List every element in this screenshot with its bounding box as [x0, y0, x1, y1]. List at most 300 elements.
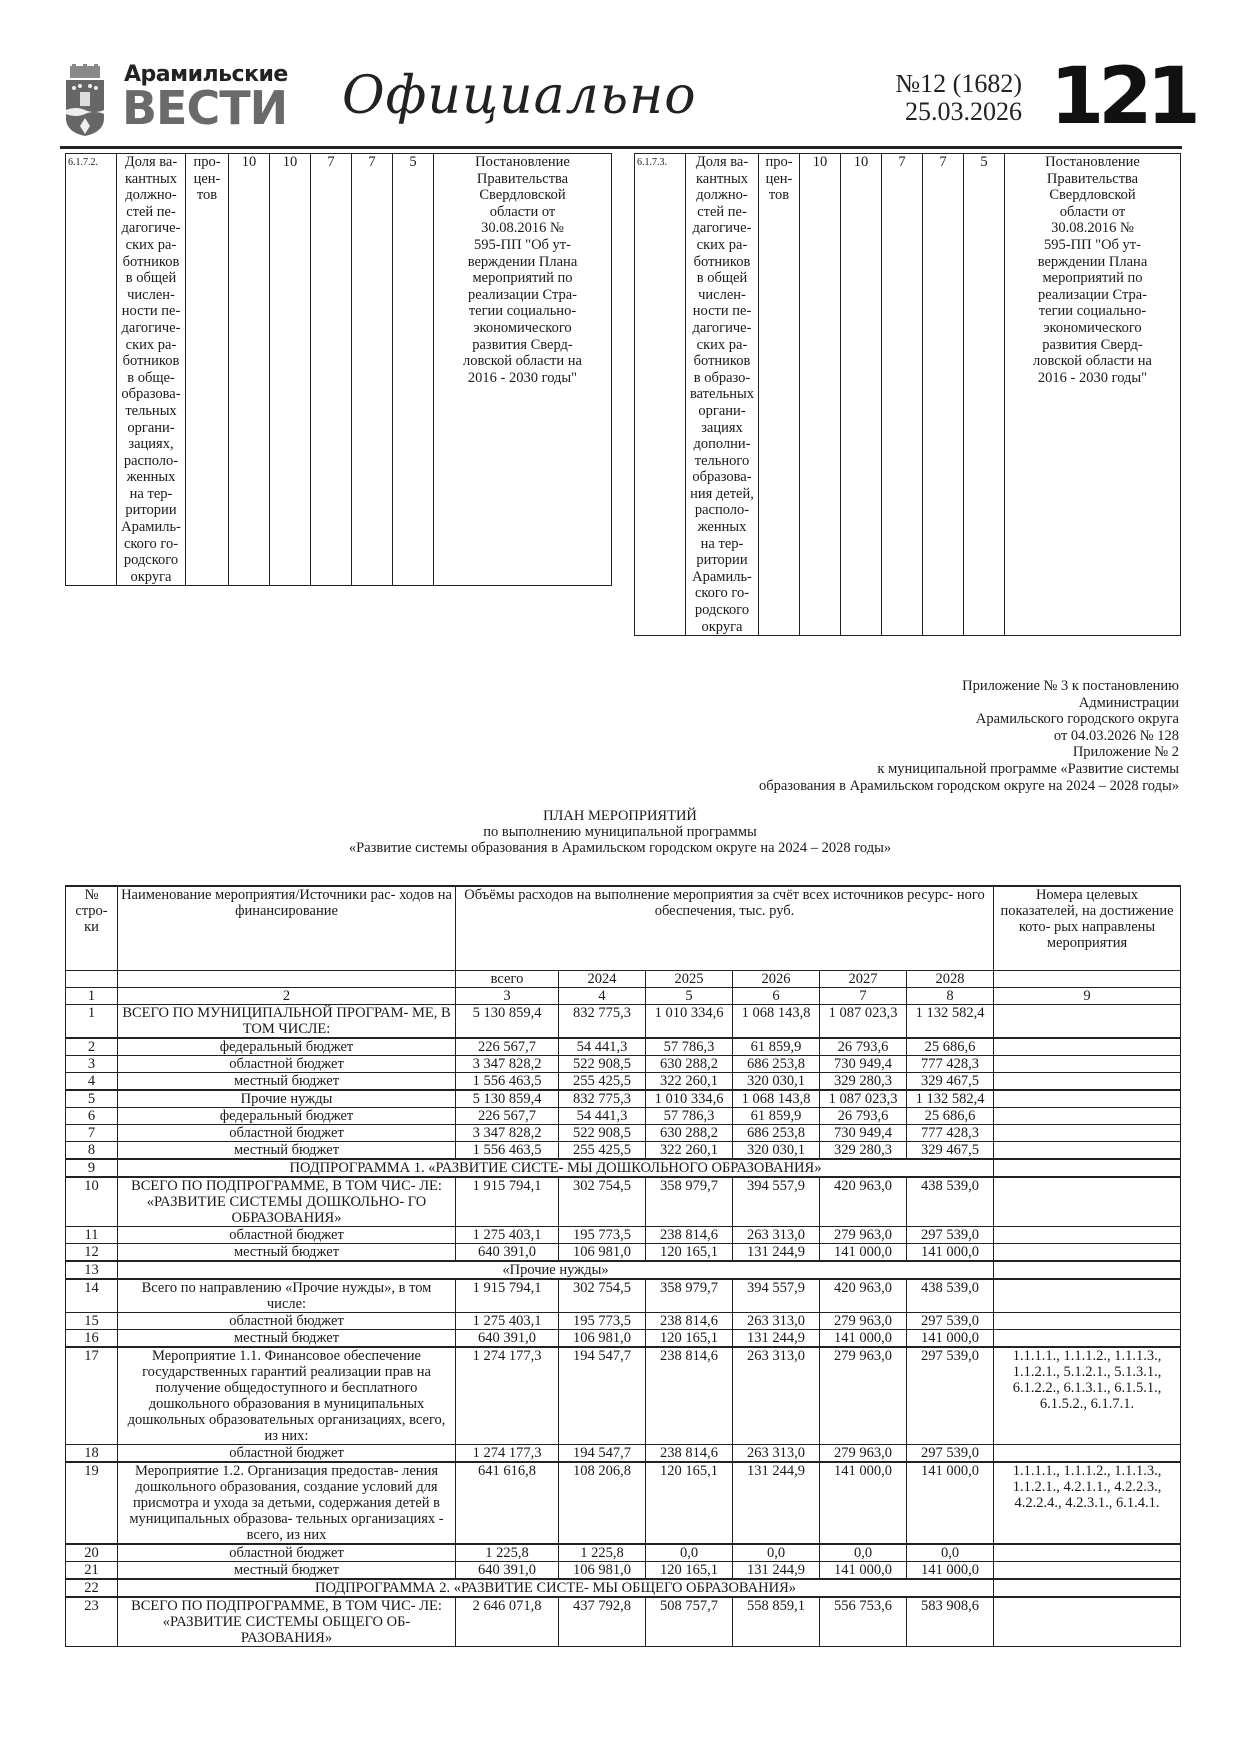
text-line: родского: [694, 602, 750, 619]
subheader-year: 2028: [907, 970, 994, 987]
indicator-table-6172: [65, 153, 612, 586]
row-name: Мероприятие 1.2. Организация предостав- ления дошкольного образования, создание условий для присмотра и ухода за детьми, содержания детей в муниципальных образова- тельных организациях - всего, из них: [118, 1462, 456, 1544]
text-line: реализации Стра-: [468, 286, 577, 303]
target-indicators: [994, 1279, 1181, 1313]
value-year: 320 030,1: [733, 1072, 820, 1090]
value-year: 777 428,3: [907, 1055, 994, 1072]
value-total: 1 274 177,3: [456, 1444, 559, 1462]
row-name: ВСЕГО ПО МУНИЦИПАЛЬНОЙ ПРОГРАМ- МЕ, В ТОМ ЧИСЛЕ:: [118, 1004, 456, 1038]
text-line: образова-: [121, 386, 181, 403]
target-indicators: [994, 1055, 1181, 1072]
text-line: Правительства: [476, 170, 569, 187]
row-number: 6: [66, 1107, 118, 1124]
target-indicators: [994, 1329, 1181, 1347]
value-year: 297 539,0: [907, 1347, 994, 1445]
text-line: про-: [193, 154, 221, 170]
row-name: федеральный бюджет: [118, 1107, 456, 1124]
table-row: [66, 1279, 1181, 1313]
row-name: Всего по направлению «Прочие нужды», в том числе:: [118, 1279, 456, 1313]
col-number: 8: [907, 987, 994, 1004]
value-total: 641 616,8: [456, 1462, 559, 1544]
row-number: 18: [66, 1444, 118, 1462]
text-line: ботников: [122, 353, 180, 370]
row-number: 2: [66, 1038, 118, 1056]
header-targets: Номера целевых показателей, на достижение кото- рых направлены мероприятия: [994, 886, 1181, 970]
value-total: 640 391,0: [456, 1329, 559, 1347]
value-year: 329 280,3: [820, 1072, 907, 1090]
row-name: ВСЕГО ПО ПОДПРОГРАММЕ, В ТОМ ЧИС- ЛЕ: «РАЗВИТИЕ СИСТЕМЫ ДОШКОЛЬНО- ГО ОБРАЗОВАНИЯ»: [118, 1177, 456, 1227]
plan-title-subtitle: по выполнению муниципальной программы: [483, 824, 757, 840]
row-number: 10: [66, 1177, 118, 1227]
value-year: 686 253,8: [733, 1124, 820, 1141]
plan-title-program: «Развитие системы образования в Арамильском городском округе на 2024 – 2028 годы»: [348, 840, 892, 856]
value-year: 322 260,1: [646, 1072, 733, 1090]
text-line: ских ра-: [125, 236, 177, 253]
value-year: 120 165,1: [646, 1561, 733, 1579]
indicator-value: 7: [882, 154, 923, 636]
text-line: кантных: [124, 170, 178, 187]
table-row: [66, 1544, 1181, 1562]
table-row: [66, 154, 612, 586]
value-year: 437 792,8: [559, 1597, 646, 1647]
row-number: 23: [66, 1597, 118, 1647]
text-line: тельных: [125, 402, 177, 419]
indicator-value: 10: [229, 154, 270, 586]
text-line: органи-: [698, 402, 746, 419]
value-year: 263 313,0: [733, 1312, 820, 1329]
text-line: в общей: [125, 270, 177, 287]
row-name: областной бюджет: [118, 1444, 456, 1462]
text-line: верждении Плана: [467, 253, 578, 270]
indicator-value: 10: [800, 154, 841, 636]
table-row: [66, 1177, 1181, 1227]
value-total: 640 391,0: [456, 1243, 559, 1261]
col-number: 1: [66, 987, 118, 1004]
value-total: 5 130 859,4: [456, 1004, 559, 1038]
row-name: областной бюджет: [118, 1055, 456, 1072]
text-line: дагогиче-: [692, 220, 752, 237]
text-line: Постановление: [1045, 154, 1140, 170]
value-year: 106 981,0: [559, 1561, 646, 1579]
target-indicators: [994, 1072, 1181, 1090]
text-line: Приложение № 2: [1072, 744, 1179, 761]
header-name: Наименование мероприятия/Источники рас- ходов на финансирование: [118, 886, 456, 970]
text-line: области от: [489, 203, 556, 220]
text-line: 2016 - 2030 годы": [1037, 369, 1148, 386]
text-line: ботников: [693, 353, 751, 370]
value-total: 226 567,7: [456, 1038, 559, 1056]
value-year: 438 539,0: [907, 1177, 994, 1227]
value-year: 358 979,7: [646, 1279, 733, 1313]
value-year: 131 244,9: [733, 1243, 820, 1261]
value-year: 141 000,0: [820, 1561, 907, 1579]
text-line: располо-: [123, 452, 179, 469]
text-line: 595-ПП "Об ут-: [474, 236, 571, 253]
text-line: верждении Плана: [1037, 253, 1148, 270]
col-number: 2: [118, 987, 456, 1004]
table-row: [66, 1444, 1181, 1462]
value-year: 302 754,5: [559, 1177, 646, 1227]
plan-title: [280, 808, 960, 856]
value-year: 522 908,5: [559, 1055, 646, 1072]
value-year: 420 963,0: [820, 1279, 907, 1313]
indicator-value: 5: [964, 154, 1005, 636]
indicator-table-6173: [634, 153, 1181, 636]
value-year: 279 963,0: [820, 1444, 907, 1462]
value-year: 195 773,5: [559, 1312, 646, 1329]
value-total: 5 130 859,4: [456, 1090, 559, 1108]
table-row: [66, 1004, 1181, 1038]
text-line: дагогиче-: [121, 220, 181, 237]
value-year: 558 859,1: [733, 1597, 820, 1647]
header-volumes: Объёмы расходов на выполнение мероприятия за счёт всех источников ресурс- ного обеспечения, тыс. руб.: [456, 886, 994, 970]
section-title: «Прочие нужды»: [118, 1261, 994, 1279]
indicator-code: 6.1.7.3.: [635, 154, 686, 636]
value-year: 0,0: [820, 1544, 907, 1562]
row-number: 9: [66, 1159, 118, 1177]
appendix-reference: [759, 678, 1179, 794]
value-year: 238 814,6: [646, 1226, 733, 1243]
text-line: числен-: [698, 286, 746, 303]
value-year: 279 963,0: [820, 1347, 907, 1445]
value-year: 141 000,0: [820, 1243, 907, 1261]
value-year: 263 313,0: [733, 1226, 820, 1243]
value-year: 131 244,9: [733, 1329, 820, 1347]
table-row: [66, 1141, 1181, 1159]
text-line: Арамильского городского округа: [975, 711, 1179, 728]
value-year: 1 087 023,3: [820, 1004, 907, 1038]
target-indicators: [994, 1107, 1181, 1124]
text-line: Свердловской: [1049, 187, 1136, 204]
value-year: 1 132 582,4: [907, 1004, 994, 1038]
text-line: тов: [768, 187, 790, 204]
issue-number: №12 (1682): [895, 69, 1022, 98]
text-line: 595-ПП "Об ут-: [1044, 236, 1141, 253]
value-year: 1 068 143,8: [733, 1090, 820, 1108]
value-total: 1 275 403,1: [456, 1312, 559, 1329]
row-name: Мероприятие 1.1. Финансовое обеспечение государственных гарантий реализации прав на получение общедоступного и бесплатного дошкольного образования в муниципальных дошкольных образовательных организациях, всего, из них:: [118, 1347, 456, 1445]
text-line: должно-: [125, 187, 177, 204]
text-line: ских ра-: [125, 336, 177, 353]
section-title: ПОДПРОГРАММА 1. «РАЗВИТИЕ СИСТЕ- МЫ ДОШКОЛЬНОГО ОБРАЗОВАНИЯ»: [118, 1159, 994, 1177]
coat-of-arms-icon: [64, 64, 106, 136]
table-row: [66, 1462, 1181, 1544]
text-line: Приложение № 3 к постановлению: [962, 678, 1179, 694]
text-line: стей пе-: [126, 203, 176, 220]
value-year: 322 260,1: [646, 1141, 733, 1159]
text-line: цен-: [193, 170, 221, 187]
row-number: 12: [66, 1243, 118, 1261]
value-year: 141 000,0: [820, 1329, 907, 1347]
text-line: женных: [126, 469, 176, 486]
col-number: 6: [733, 987, 820, 1004]
target-indicators: [994, 1226, 1181, 1243]
value-year: 141 000,0: [907, 1329, 994, 1347]
text-line: родского: [123, 552, 179, 569]
value-year: 630 288,2: [646, 1055, 733, 1072]
text-line: реализации Стра-: [1038, 286, 1147, 303]
text-line: ритории: [696, 552, 748, 569]
target-indicators: [994, 1004, 1181, 1038]
value-year: 522 908,5: [559, 1124, 646, 1141]
text-line: развития Сверд-: [1042, 336, 1143, 353]
value-year: 141 000,0: [907, 1561, 994, 1579]
table-row: [66, 1561, 1181, 1579]
value-year: 394 557,9: [733, 1177, 820, 1227]
row-name: местный бюджет: [118, 1141, 456, 1159]
target-indicators: [994, 1544, 1181, 1562]
page-number: 121: [1050, 52, 1195, 142]
row-name: Прочие нужды: [118, 1090, 456, 1108]
value-total: 3 347 828,2: [456, 1124, 559, 1141]
value-total: 640 391,0: [456, 1561, 559, 1579]
value-year: 255 425,5: [559, 1141, 646, 1159]
value-year: 329 467,5: [907, 1141, 994, 1159]
row-number: 11: [66, 1226, 118, 1243]
value-year: 25 686,6: [907, 1107, 994, 1124]
text-line: тов: [196, 187, 218, 204]
subheader-total: всего: [456, 970, 559, 987]
indicator-value: 7: [352, 154, 393, 586]
table-header-row: [66, 886, 1181, 970]
value-year: 54 441,3: [559, 1038, 646, 1056]
text-line: в образо-: [693, 369, 751, 386]
text-line: на тер-: [129, 485, 173, 502]
text-line: на тер-: [700, 535, 744, 552]
text-line: дагогиче-: [121, 319, 181, 336]
row-number: 19: [66, 1462, 118, 1544]
subheader-year: 2024: [559, 970, 646, 987]
text-line: кантных: [695, 170, 749, 187]
table-row: [66, 1072, 1181, 1090]
subheader-year: 2027: [820, 970, 907, 987]
row-number: 1: [66, 1004, 118, 1038]
value-year: 302 754,5: [559, 1279, 646, 1313]
target-indicators: 1.1.1.1., 1.1.1.2., 1.1.1.3., 1.1.2.1., 4.2.1.1., 4.2.2.3., 4.2.2.4., 4.2.3.1., 6.1.4.1.: [994, 1462, 1181, 1544]
row-name: местный бюджет: [118, 1329, 456, 1347]
value-year: 26 793,6: [820, 1107, 907, 1124]
row-number: 16: [66, 1329, 118, 1347]
indicator-value: 7: [923, 154, 964, 636]
value-total: 1 556 463,5: [456, 1141, 559, 1159]
value-year: 297 539,0: [907, 1312, 994, 1329]
col-number: 9: [994, 987, 1181, 1004]
row-number: 22: [66, 1579, 118, 1597]
section-title: Официально: [342, 66, 697, 126]
value-year: 0,0: [907, 1544, 994, 1562]
value-total: 1 556 463,5: [456, 1072, 559, 1090]
value-year: 297 539,0: [907, 1444, 994, 1462]
text-line: ритории: [125, 502, 177, 519]
text-line: ния детей,: [690, 485, 754, 502]
col-number: 7: [820, 987, 907, 1004]
row-number: 21: [66, 1561, 118, 1579]
target-indicators: [994, 1159, 1181, 1177]
table-row: [66, 1597, 1181, 1647]
value-year: 420 963,0: [820, 1177, 907, 1227]
value-year: 57 786,3: [646, 1038, 733, 1056]
text-line: располо-: [694, 502, 750, 519]
value-year: 238 814,6: [646, 1347, 733, 1445]
value-year: 131 244,9: [733, 1462, 820, 1544]
text-line: экономического: [473, 319, 572, 336]
value-year: 61 859,9: [733, 1107, 820, 1124]
table-row: [66, 1226, 1181, 1243]
text-line: ского го-: [123, 535, 179, 552]
text-line: Администрации: [1078, 694, 1179, 711]
text-line: ботников: [693, 253, 751, 270]
text-line: к муниципальной программе «Развитие системы: [877, 760, 1179, 777]
text-line: экономического: [1043, 319, 1142, 336]
text-line: дагогиче-: [692, 319, 752, 336]
value-year: 832 775,3: [559, 1090, 646, 1108]
text-line: мероприятий по: [1042, 270, 1143, 287]
text-line: зациях: [701, 419, 743, 436]
target-indicators: [994, 1444, 1181, 1462]
indicator-unit: [759, 154, 800, 636]
value-year: 329 467,5: [907, 1072, 994, 1090]
value-year: 279 963,0: [820, 1312, 907, 1329]
text-line: ности пе-: [692, 303, 752, 320]
section-row: [66, 1159, 1181, 1177]
value-year: 0,0: [733, 1544, 820, 1562]
value-year: 54 441,3: [559, 1107, 646, 1124]
target-indicators: [994, 1597, 1181, 1647]
value-year: 255 425,5: [559, 1072, 646, 1090]
value-year: 1 087 023,3: [820, 1090, 907, 1108]
text-line: ских ра-: [696, 336, 748, 353]
target-indicators: [994, 1141, 1181, 1159]
text-line: образова-: [692, 469, 752, 486]
text-line: ности пе-: [121, 303, 181, 320]
row-name: областной бюджет: [118, 1312, 456, 1329]
value-year: 141 000,0: [907, 1462, 994, 1544]
value-year: 141 000,0: [820, 1462, 907, 1544]
text-line: Арамиль-: [121, 519, 181, 536]
value-year: 1 010 334,6: [646, 1004, 733, 1038]
value-year: 394 557,9: [733, 1279, 820, 1313]
value-total: 3 347 828,2: [456, 1055, 559, 1072]
value-year: 194 547,7: [559, 1444, 646, 1462]
plan-table: [65, 885, 1181, 1647]
text-line: 2016 - 2030 годы": [467, 369, 578, 386]
value-year: 263 313,0: [733, 1444, 820, 1462]
table-row: [635, 154, 1181, 636]
text-line: тельного: [694, 452, 750, 469]
value-year: 120 165,1: [646, 1329, 733, 1347]
text-line: женных: [697, 519, 747, 536]
row-number: 15: [66, 1312, 118, 1329]
row-number: 4: [66, 1072, 118, 1090]
text-line: дополни-: [693, 436, 751, 453]
target-indicators: [994, 1090, 1181, 1108]
indicator-value: 10: [270, 154, 311, 586]
value-year: 120 165,1: [646, 1462, 733, 1544]
table-row: [66, 1055, 1181, 1072]
value-year: 120 165,1: [646, 1243, 733, 1261]
value-year: 508 757,7: [646, 1597, 733, 1647]
section-title: ПОДПРОГРАММА 2. «РАЗВИТИЕ СИСТЕ- МЫ ОБЩЕГО ОБРАЗОВАНИЯ»: [118, 1579, 994, 1597]
text-line: числен-: [127, 286, 175, 303]
indicator-value: 7: [311, 154, 352, 586]
text-line: ских ра-: [696, 236, 748, 253]
target-indicators: [994, 1243, 1181, 1261]
value-year: 297 539,0: [907, 1226, 994, 1243]
text-line: ботников: [122, 253, 180, 270]
text-line: Доля ва-: [124, 154, 178, 170]
value-year: 1 068 143,8: [733, 1004, 820, 1038]
value-year: 61 859,9: [733, 1038, 820, 1056]
value-year: 0,0: [646, 1544, 733, 1562]
row-name: местный бюджет: [118, 1072, 456, 1090]
subheader-year: 2026: [733, 970, 820, 987]
row-number: 13: [66, 1261, 118, 1279]
value-total: 1 274 177,3: [456, 1347, 559, 1445]
value-year: 194 547,7: [559, 1347, 646, 1445]
table-subheader-row: [66, 970, 1181, 987]
masthead: [60, 52, 1195, 142]
text-line: тегии социально-: [468, 303, 577, 320]
text-line: мероприятий по: [472, 270, 573, 287]
text-line: развития Сверд-: [472, 336, 573, 353]
row-number: 8: [66, 1141, 118, 1159]
table-row: [66, 1329, 1181, 1347]
table-row: [66, 1090, 1181, 1108]
col-number: 3: [456, 987, 559, 1004]
indicator-name: [686, 154, 759, 636]
target-indicators: [994, 1312, 1181, 1329]
indicator-code: 6.1.7.2.: [66, 154, 117, 586]
row-number: 5: [66, 1090, 118, 1108]
value-year: 730 949,4: [820, 1055, 907, 1072]
section-row: [66, 1261, 1181, 1279]
value-year: 329 280,3: [820, 1141, 907, 1159]
value-year: 1 225,8: [559, 1544, 646, 1562]
row-name: областной бюджет: [118, 1544, 456, 1562]
value-year: 25 686,6: [907, 1038, 994, 1056]
value-year: 583 908,6: [907, 1597, 994, 1647]
value-year: 263 313,0: [733, 1347, 820, 1445]
value-year: 320 030,1: [733, 1141, 820, 1159]
table-row: [66, 1107, 1181, 1124]
text-line: в общей: [696, 270, 748, 287]
text-line: Свердловской: [479, 187, 566, 204]
row-name: местный бюджет: [118, 1561, 456, 1579]
value-total: 226 567,7: [456, 1107, 559, 1124]
target-indicators: [994, 1038, 1181, 1056]
logo-top-text: Арамильские: [124, 62, 288, 87]
indicator-name: [117, 154, 186, 586]
column-numbers-row: [66, 987, 1181, 1004]
text-line: про-: [765, 154, 793, 170]
value-total: 2 646 071,8: [456, 1597, 559, 1647]
value-year: 238 814,6: [646, 1312, 733, 1329]
logo-main-text: ВЕСТИ: [122, 81, 288, 135]
row-name: областной бюджет: [118, 1124, 456, 1141]
indicator-value: 5: [393, 154, 434, 586]
value-year: 730 949,4: [820, 1124, 907, 1141]
row-number: 17: [66, 1347, 118, 1445]
row-number: 7: [66, 1124, 118, 1141]
value-total: 1 915 794,1: [456, 1279, 559, 1313]
text-line: вательных: [689, 386, 755, 403]
value-year: 630 288,2: [646, 1124, 733, 1141]
col-number: 4: [559, 987, 646, 1004]
masthead-divider: [60, 146, 1182, 149]
value-year: 108 206,8: [559, 1462, 646, 1544]
target-indicators: [994, 1124, 1181, 1141]
table-row: [66, 1038, 1181, 1056]
